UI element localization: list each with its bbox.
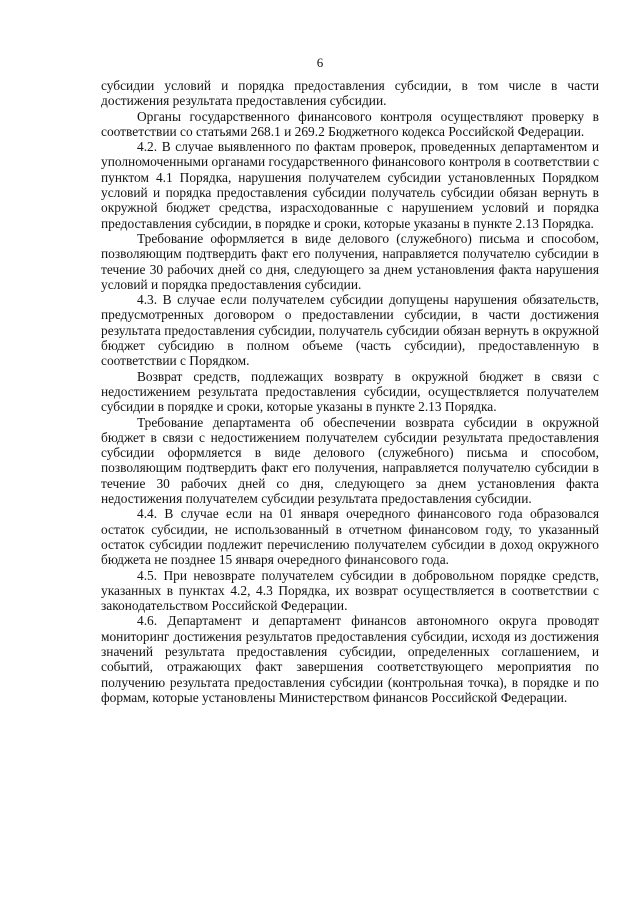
- paragraph-4-4: 4.4. В случае если на 01 января очередного финансового года образовался остаток субсидии, не использованный в отчетном финансовом году, то указанный остаток субсидии подлежит перечислению получателем субсидии в доход окружного бюджета не позднее 15 января очередного финансового года.: [101, 506, 599, 568]
- paragraph-4-3: 4.3. В случае если получателем субсидии допущены нарушения обязательств, предусмотренных договором о предоставлении субсидии, в части достижения результата предоставления субсидии, получатель субсидии обязан вернуть в окружной бюджет субсидию в полном объеме (часть субсидии), предоставленную в соответствии с Порядком.: [101, 292, 599, 369]
- paragraph-financial-control: Органы государственного финансового контроля осуществляют проверку в соответствии со статьями 268.1 и 269.2 Бюджетного кодекса Российской Федерации.: [101, 108, 599, 139]
- paragraph-continuation: субсидии условий и порядка предоставления субсидии, в том числе в части достижения результата предоставления субсидии.: [101, 78, 599, 109]
- paragraph-refund-of-funds: Возврат средств, подлежащих возврату в окружной бюджет в связи с недостижением результата предоставления субсидии, осуществляется получателем субсидии в порядке и сроки, которые указаны в пункте 2.13 Порядка.: [101, 368, 599, 415]
- paragraph-4-2: 4.2. В случае выявленного по фактам проверок, проведенных департаментом и уполномоченными органами государственного финансового контроля в соответствии с пунктом 4.1 Порядка, нарушения получателем субсидии установленных Порядком условий и порядка предоставления субсидии получатель субсидии обязан вернуть в окружной бюджет средства, израсходованные с нарушением условий и порядка предоставления субсидии, в порядке и сроки, которые указаны в пункте 2.13 Порядка.: [101, 139, 599, 231]
- paragraph-department-requirement: Требование департамента об обеспечении возврата субсидии в окружной бюджет в связи с недостижением получателем субсидии результата предоставления субсидии оформляется в виде делового (служебного) письма и способом, позволяющим подтвердить факт его получения, направляется получателю субсидии в течение 30 рабочих дней со дня, следующего за днем установления факта недостижения получателем субсидии результата предоставления субсидии.: [101, 414, 599, 507]
- document-body: [101, 78, 599, 705]
- paragraph-requirement-letter: Требование оформляется в виде делового (служебного) письма и способом, позволяющим подтвердить факт его получения, направляется получателю субсидии в течение 30 рабочих дней со дня, следующего за днем установления факта нарушения условий и порядка предоставления субсидии.: [101, 230, 599, 292]
- page-number: 6: [316, 55, 324, 70]
- paragraph-4-5: 4.5. При невозврате получателем субсидии в добровольном порядке средств, указанных в пунктах 4.2, 4.3 Порядка, их возврат осуществляется в соответствии с законодательством Российской Федерации.: [101, 567, 599, 614]
- paragraph-4-6: 4.6. Департамент и департамент финансов автономного округа проводят мониторинг достижения результатов предоставления субсидии, исходя из достижения значений результата предоставления субсидии, определенных соглашением, и событий, отражающих факт завершения соответствующего мероприятия по получению результата предоставления субсидии (контрольная точка), в порядке и по формам, которые установлены Министерством финансов Российской Федерации.: [101, 613, 599, 705]
